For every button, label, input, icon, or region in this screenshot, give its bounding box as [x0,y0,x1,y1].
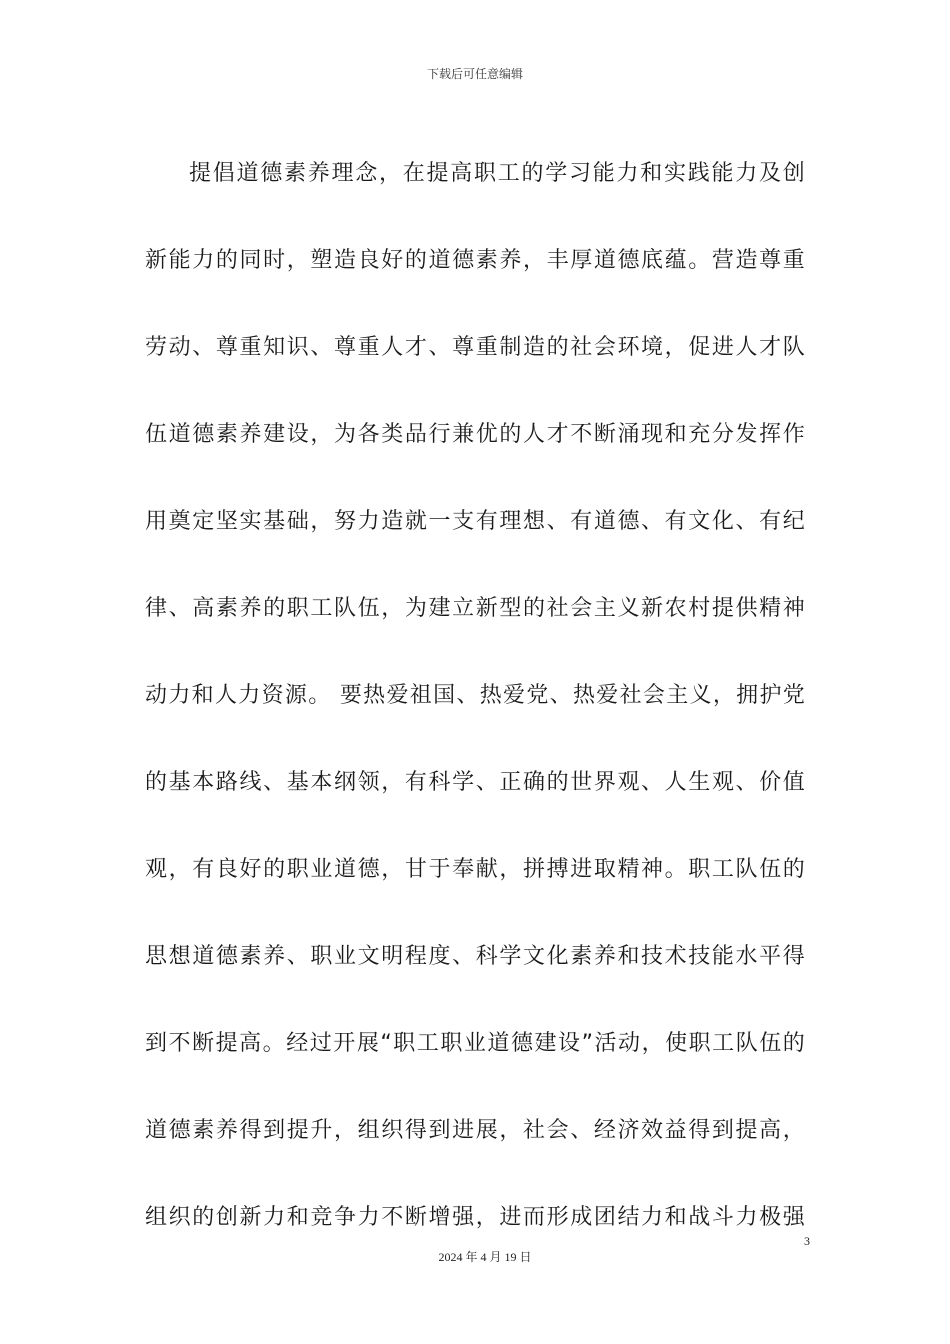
text-line: 组织的创新力和竞争力不断增强，进而形成团结力和战斗力极强 [145,1205,805,1230]
page-number: 3 [804,1234,810,1248]
text-line: 劳动、尊重知识、尊重人才、尊重制造的社会环境，促进人才队 [145,335,805,360]
page-header: 下载后可任意编辑 [426,67,523,81]
body-paragraph [145,130,805,1261]
page-footer-date: 2024 年 4 月 19 日 [438,1250,532,1264]
text-line: 到不断提高。经过开展“职工职业道德建设”活动，使职工队伍的 [145,1031,805,1056]
text-line: 伍道德素养建设，为各类品行兼优的人才不断涌现和充分发挥作 [145,422,805,447]
text-line: 动力和人力资源。 要热爱祖国、热爱党、热爱社会主义，拥护党 [145,683,805,708]
text-line: 观，有良好的职业道德，甘于奉献，拼搏进取精神。职工队伍的 [145,857,805,882]
text-line: 思想道德素养、职业文明程度、科学文化素养和技术技能水平得 [145,944,805,969]
text-line: 新能力的同时，塑造良好的道德素养，丰厚道德底蕴。营造尊重 [145,248,805,273]
text-line: 用奠定坚实基础，努力造就一支有理想、有道德、有文化、有纪 [145,509,805,534]
text-line: 律、高素养的职工队伍，为建立新型的社会主义新农村提供精神 [145,596,805,621]
text-line: 的基本路线、基本纲领，有科学、正确的世界观、人生观、价值 [145,770,805,795]
text-line: 道德素养得到提升，组织得到进展，社会、经济效益得到提高， [145,1118,805,1143]
text-line: 提倡道德素养理念，在提高职工的学习能力和实践能力及创 [189,161,805,186]
